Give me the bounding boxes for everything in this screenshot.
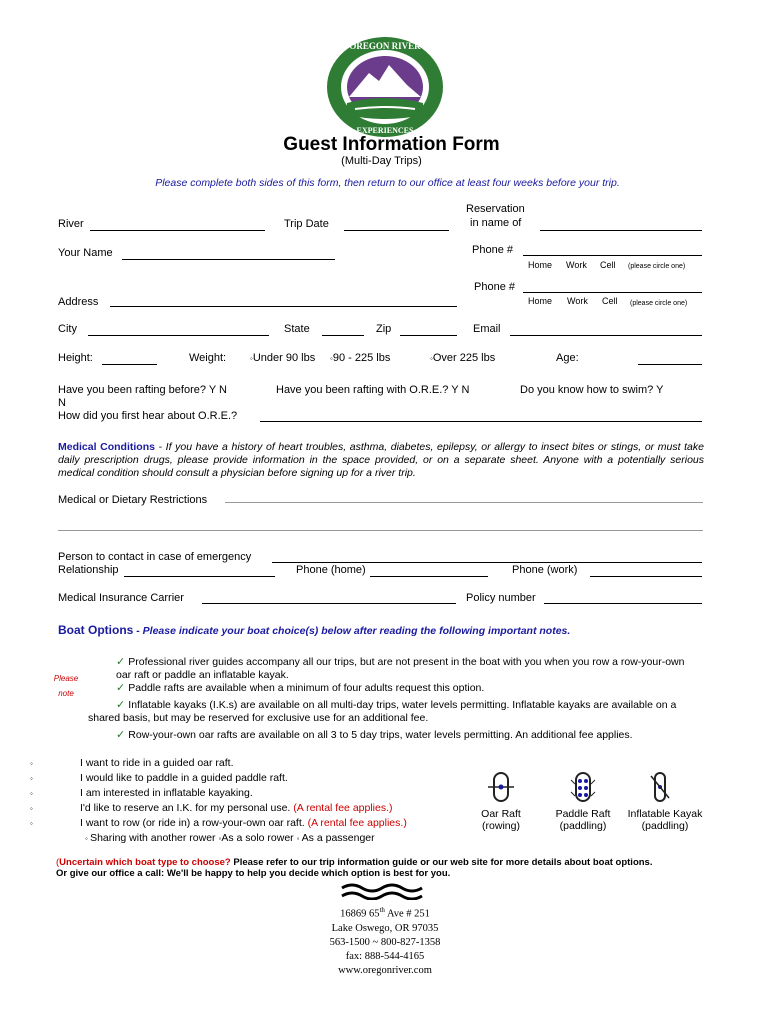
inflatable-kayak-icon	[648, 770, 672, 809]
checkbox-icon[interactable]: ◦	[85, 834, 91, 843]
phone2-circle-note: (please circle one)	[630, 300, 688, 307]
boat-note-2: ✓ Paddle rafts are available when a minimum of four adults request this option.	[116, 682, 485, 694]
check-icon: ✓	[116, 729, 129, 741]
medical-restrictions-field[interactable]	[225, 502, 703, 503]
street-address: 16869 65th Ave # 251	[340, 906, 430, 920]
city-label: City	[58, 323, 77, 335]
phone2-work[interactable]: Work	[567, 296, 588, 306]
swim-question: Do you know how to swim? Y	[520, 384, 664, 396]
your-name-label: Your Name	[58, 247, 113, 259]
phone1-home[interactable]: Home	[528, 260, 553, 270]
check-icon: ✓	[116, 656, 129, 668]
please-text: Please	[53, 674, 79, 683]
reservation-label-2: in name of	[470, 217, 522, 229]
age-label: Age:	[556, 352, 579, 364]
page-title: Guest Information Form	[283, 134, 500, 155]
choice-paddle-raft[interactable]: ◦ I would like to paddle in a guided paddle raft.	[30, 772, 288, 784]
phone2-label: Phone #	[474, 281, 515, 293]
page-subtitle: (Multi-Day Trips)	[341, 155, 422, 167]
phone-home-label: Phone (home)	[296, 564, 366, 576]
height-label: Height:	[58, 352, 93, 364]
checkbox-icon[interactable]: ◦	[296, 834, 302, 843]
instruction-text: Please complete both sides of this form, then return to our office at least four weeks before your trip.	[155, 177, 620, 189]
phone1-circle-note: (please circle one)	[628, 263, 686, 270]
weight-label: Weight:	[189, 352, 227, 364]
sub-solo[interactable]: ◦As a solo rower	[218, 832, 294, 844]
state-field[interactable]	[322, 335, 364, 336]
uncertain-block	[56, 857, 652, 879]
fax-number: fax: 888-544-4165	[345, 950, 425, 962]
state-label: State	[284, 323, 310, 335]
oar-raft-label: Oar Raft (rowing)	[481, 808, 521, 832]
uncertain-text-2: Or give our office a call: We'll be happy to help you decide which option is best for you.	[56, 868, 451, 879]
choice-row-your-own[interactable]: ◦ I want to row (or ride in) a row-your-own oar raft. (A rental fee applies.)	[30, 817, 407, 829]
phone1-work[interactable]: Work	[566, 260, 587, 270]
zip-field[interactable]	[400, 335, 457, 336]
phone2-home[interactable]: Home	[528, 296, 553, 306]
your-name-field[interactable]	[122, 259, 335, 260]
checkbox-icon[interactable]: ◦	[30, 819, 33, 828]
address-field[interactable]	[110, 306, 457, 307]
boat-note-3: ✓ Inflatable kayaks (I.K.s) are available on all multi-day trips, water levels permitting. Inflatable kayaks are available on a shared basis, but may be reserved for exclusive use for an additional fee.	[88, 699, 677, 724]
logo-top-text: OREGON RIVER	[349, 41, 421, 51]
checkbox-icon[interactable]: ◦	[250, 354, 253, 363]
checkbox-icon[interactable]: ◦	[330, 354, 333, 363]
wave-divider	[340, 882, 430, 905]
rafting-ore-question: Have you been rafting with O.R.E.? Y N	[276, 384, 470, 396]
boat-heading: Boat Options	[58, 623, 134, 637]
sub-passenger[interactable]: ◦ As a passenger	[296, 832, 375, 844]
email-field[interactable]	[510, 335, 702, 336]
address-label: Address	[58, 296, 99, 308]
inflatable-kayak-label: Inflatable Kayak (paddling)	[627, 808, 703, 832]
medical-heading: Medical Conditions	[58, 441, 155, 453]
address-block	[0, 903, 770, 978]
boat-notes	[88, 656, 688, 742]
policy-label: Policy number	[466, 592, 536, 604]
row-your-own-suboptions	[30, 831, 407, 846]
note-text: note	[58, 689, 74, 698]
checkbox-icon[interactable]: ◦	[218, 834, 222, 843]
boat-note-4: ✓ Row-your-own oar rafts are available on all 3 to 5 day trips, water levels permitting. An additional fee applies.	[116, 729, 633, 741]
rental-fee-note: (A rental fee applies.)	[307, 817, 407, 829]
medical-restrictions-field-2[interactable]	[58, 530, 703, 531]
medical-conditions-paragraph	[58, 441, 704, 480]
phone2-field[interactable]	[523, 292, 702, 293]
rental-fee-note: (A rental fee applies.)	[293, 802, 393, 814]
height-field[interactable]	[102, 364, 157, 365]
logo-bottom-text: EXPERIENCES	[356, 126, 414, 135]
rafting-before-n: N	[58, 397, 66, 409]
phone1-field[interactable]	[523, 255, 702, 256]
emergency-person-field[interactable]	[272, 562, 702, 563]
checkbox-icon[interactable]: ◦	[30, 804, 33, 813]
phone-numbers: 563-1500 ~ 800-827-1358	[329, 936, 441, 948]
phone-home-field[interactable]	[370, 576, 488, 577]
choice-inflatable-kayak[interactable]: ◦ I am interested in inflatable kayaking.	[30, 787, 253, 799]
insurance-label: Medical Insurance Carrier	[58, 592, 184, 604]
website-link[interactable]: www.oregonriver.com	[338, 964, 432, 976]
city-address: Lake Oswego, OR 97035	[331, 922, 439, 934]
emergency-person-label: Person to contact in case of emergency	[58, 551, 252, 563]
trip-date-label: Trip Date	[284, 218, 329, 230]
medical-text: - If you have a history of heart troubles, asthma, diabetes, epilepsy, or allergy to insect bites or stings, or must take daily prescription drugs, please provide information in the space provided, or on a separate sheet. Anyone with a potentially serious medical condition should consult a physician before signing up for a river trip.	[58, 441, 704, 479]
rafting-before-question: Have you been rafting before? Y N	[58, 384, 227, 396]
boat-options-heading	[58, 621, 570, 639]
city-field[interactable]	[88, 335, 269, 336]
checkbox-icon[interactable]: ◦	[430, 354, 433, 363]
boat-choices	[30, 756, 407, 846]
oar-raft-icon	[486, 770, 516, 809]
trip-date-field[interactable]	[344, 230, 449, 231]
check-icon: ✓	[116, 699, 129, 711]
paddle-raft-label: Paddle Raft (paddling)	[555, 808, 611, 832]
weight-option-under-90[interactable]: ◦Under 90 lbs	[250, 352, 316, 364]
boat-subheading: - Please indicate your boat choice(s) below after reading the following important notes.	[133, 625, 571, 637]
choice-reserve-ik[interactable]: ◦ I'd like to reserve an I.K. for my personal use. (A rental fee applies.)	[30, 802, 393, 814]
relationship-field[interactable]	[124, 576, 275, 577]
phone-work-field[interactable]	[590, 576, 702, 577]
reservation-label-1: Reservation	[466, 203, 525, 215]
river-field[interactable]	[90, 230, 265, 231]
weight-option-over-225[interactable]: ◦Over 225 lbs	[430, 352, 496, 364]
reservation-field[interactable]	[540, 230, 702, 231]
insurance-field[interactable]	[202, 603, 456, 604]
paddle-raft-icon	[568, 770, 598, 809]
phone1-label: Phone #	[472, 244, 513, 256]
checkbox-icon[interactable]: ◦	[30, 774, 33, 783]
river-label: River	[58, 218, 84, 230]
age-field[interactable]	[638, 364, 702, 365]
policy-field[interactable]	[544, 603, 702, 604]
check-icon: ✓	[116, 682, 129, 694]
uncertain-text-1: Please refer to our trip information guide or our web site for more details about boat options.	[230, 857, 653, 868]
hear-question: How did you first hear about O.R.E.?	[58, 410, 238, 422]
phone1-cell[interactable]: Cell	[600, 260, 616, 270]
weight-option-90-225[interactable]: ◦90 - 225 lbs	[330, 352, 391, 364]
checkbox-icon[interactable]: ◦	[30, 759, 33, 768]
boat-note-1: ✓ Professional river guides accompany all our trips, but are not present in the boat with you when you row a row-your-own oar raft or paddle an inflatable kayak.	[116, 656, 685, 681]
zip-label: Zip	[376, 323, 392, 335]
medical-restrictions-label: Medical or Dietary Restrictions	[58, 494, 208, 506]
checkbox-icon[interactable]: ◦	[30, 789, 33, 798]
please-note-label	[53, 674, 79, 698]
logo	[325, 35, 445, 140]
hear-field[interactable]	[260, 421, 702, 422]
relationship-label: Relationship	[58, 564, 119, 576]
email-label: Email	[473, 323, 501, 335]
sub-sharing[interactable]: ◦ Sharing with another rower	[85, 832, 216, 844]
uncertain-question: (Uncertain which boat type to choose?	[56, 857, 231, 868]
choice-oar-raft[interactable]: ◦ I want to ride in a guided oar raft.	[30, 757, 234, 769]
phone-work-label: Phone (work)	[512, 564, 578, 576]
phone2-cell[interactable]: Cell	[602, 296, 618, 306]
